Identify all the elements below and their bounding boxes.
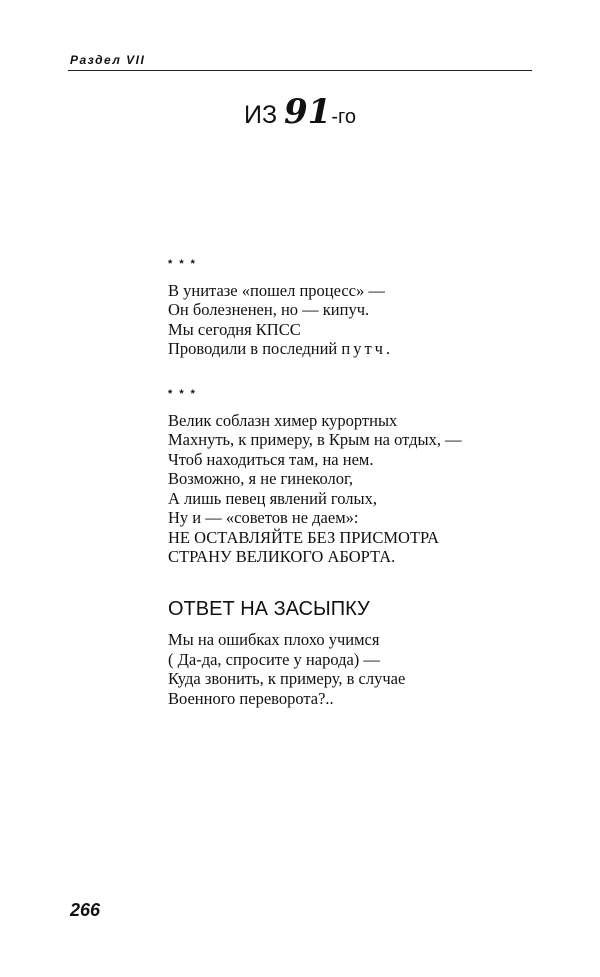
poem-line-text: Проводили в последний: [168, 339, 342, 358]
page-number: 266: [70, 900, 101, 920]
page-title: [0, 92, 600, 132]
poem-line: В унитазе «пошел процесс» —: [168, 280, 385, 300]
title-suffix: -го: [331, 106, 356, 128]
title-prefix: ИЗ: [244, 101, 285, 129]
header-rule: [68, 70, 532, 71]
running-head: Раздел VII: [70, 53, 146, 67]
title-number: 91: [284, 92, 332, 132]
poem-line: ( Да-да, спросите у народа) —: [168, 649, 380, 669]
poem-line: Мы сегодня КПСС: [168, 319, 301, 339]
poem-line: НЕ ОСТАВЛЯЙТЕ БЕЗ ПРИСМОТРА: [168, 527, 439, 547]
poem-1: [168, 255, 393, 359]
poem-line: Чтоб находиться там, на нем.: [168, 449, 374, 469]
poem-line: Военного переворота?..: [168, 688, 334, 708]
stanza-separator: * * *: [168, 388, 197, 400]
poem-line: СТРАНУ ВЕЛИКОГО АБОРТА.: [168, 547, 396, 566]
poem-line: Велик соблазн химер курортных: [168, 410, 398, 430]
poem-line: Он болезненен, но — кипуч.: [168, 300, 370, 319]
poem-3: [168, 630, 405, 708]
poem-line: Возможно, я не гинеколог,: [168, 469, 354, 488]
poem-line: А лишь певец явлений голых,: [168, 488, 378, 508]
poem-2: [168, 385, 462, 567]
stanza-separator: * * *: [168, 258, 197, 270]
section-heading: ОТВЕТ НА ЗАСЫПКУ: [168, 598, 370, 620]
poem-line-emphasis: путч.: [341, 339, 394, 358]
poem-line: Куда звонить, к примеру, в случае: [168, 669, 406, 688]
poem-line: [168, 339, 393, 359]
poem-line: Мы на ошибках плохо учимся: [168, 630, 380, 649]
poem-line: Махнуть, к примеру, в Крым на отдых, —: [168, 430, 462, 449]
poem-line: Ну и — «советов не даем»:: [168, 508, 359, 527]
